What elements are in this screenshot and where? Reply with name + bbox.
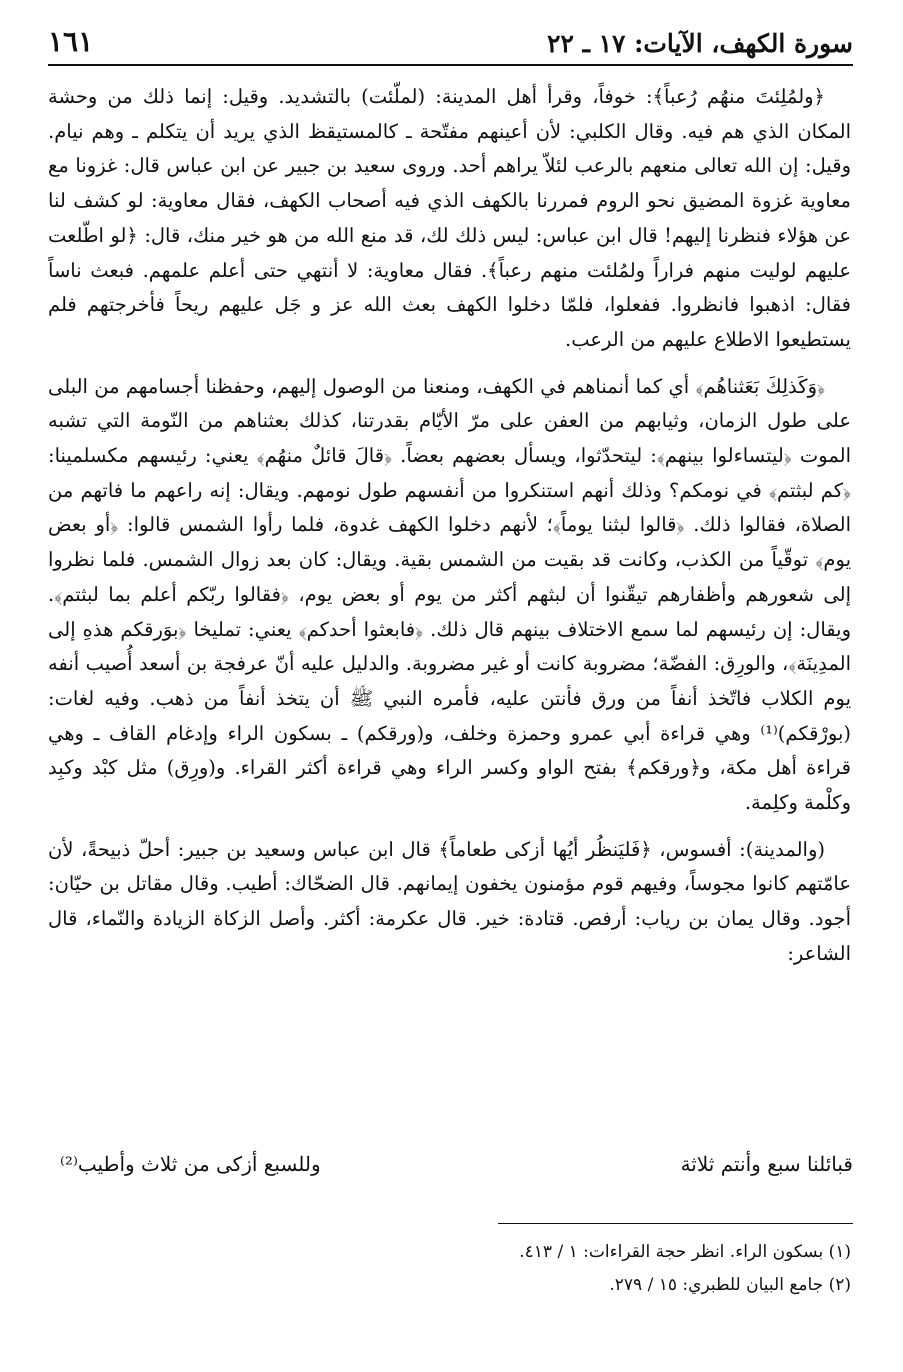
footnote-1: (١) بسكون الراء. انظر حجة القراءات: ١ / ٤١٣.: [519, 1242, 851, 1262]
surah-title: سورة الكهف، الآيات: ١٧ ـ ٢٢: [547, 29, 853, 58]
poem-first-hemistich: قبائلنا سبع وأنتم ثلاثة: [680, 1152, 853, 1176]
page-header: [48, 20, 853, 66]
footnote-divider: [498, 1223, 853, 1224]
poem-second-hemistich: وللسبع أزكى من ثلاث وأطيب⁽²⁾: [60, 1152, 321, 1176]
paragraph-3: (والمدينة): أفسوس، ﴿فَليَنظُر أيُها أزكى طعاماً﴾ قال ابن عباس وسعيد بن جبير: أحلّ ذبيحةً، لأن عامّتهم كانوا مجوساً، وفيهم قوم مؤمنون يخفون إيمانهم. قال الضحّاك: أطيب. وقال مقاتل بن حيّان: أجود. وقال يمان بن رياب: أرفص. قتادة: خير. قال عكرمة: أكثر. وأصل الزكاة الزيادة والنّماء، قال الشاعر:: [48, 837, 851, 965]
footnotes: [48, 1236, 851, 1302]
page-number: ١٦١: [48, 25, 94, 58]
page-body: [48, 80, 851, 972]
paragraph-1: ﴿ولمُلِئتَ منهُم رُعباً﴾: خوفاً، وقرأ أهل المدينة: (لملّئت) بالتشديد. وقيل: إنما ذلك من وحشة المكان الذي هم فيه. وقال الكلبي: لأن أعينهم مفتّحة ـ كالمستيقظ الذي يريد أن يتكلم ـ وهم نيام. وقيل: إن الله تعالى منعهم بالرعب لئلاّ يراهم أحد. وروى سعيد بن جبير عن ابن عباس قال: غزونا مع معاوية غزوة المضيق نحو الروم فمررنا بالكهف الذي فيه أصحاب الكهف، فقال معاوية: لو كشف لنا عن هؤلاء فنظرنا إليهم! قال ابن عباس: ليس ذلك لك، قد منع الله من هو خير منك، قال: ﴿لو اطّلعت عليهم لوليت منهم فراراً ولمُلئت منهم رعباً﴾. فقال معاوية: لا أنتهي حتى أعلم علمهم. فبعث ناساً فقال: اذهبوا فانظروا. ففعلوا، فلمّا دخلوا الكهف بعث الله عز و جَل عليهم ريحاً فأخرجتهم فلم يستطيعوا الاطلاع عليهم من الرعب.: [48, 85, 851, 351]
paragraph-2: ﴿وَكَذلِكَ بَعَثناهُم﴾ أي كما أنمناهم في الكهف، ومنعنا من الوصول إليهم، وحفظنا أجسامهم من البلى على طول الزمان، وثيابهم من العفن على مرّ الأيّام بقدرتنا، كذلك بعثناهم من النّومة التي تشبه الموت ﴿ليتساءلوا بينهم﴾: ليتحدّثوا، ويسأل بعضهم بعضاً. ﴿قالَ قائلٌ منهُم﴾ يعني: رئيسهم مكسلمينا: ﴿كم لبثتم﴾ في نومكم؟ وذلك أنهم استنكروا من أنفسهم طول نومهم. ويقال: إنه راعهم ما فاتهم من الصلاة، فقالوا ذلك. ﴿قالوا لبثنا يوماً﴾؛ لأنهم دخلوا الكهف غدوة، فلما رأوا الشمس قالوا: ﴿أو بعض يوم﴾ توقّياً من الكذب، وكانت قد بقيت من الشمس بقية. ويقال: كان بعد زوال الشمس. فلما نظروا إلى شعورهم وأظفارهم تيقّنوا أن لبثهم أكثر من يوم أو بعض يوم، ﴿فقالوا ربّكم أعلم بما لبثتم﴾. ويقال: إن رئيسهم لما سمع الاختلاف بينهم قال ذلك. ﴿فابعثوا أحدكم﴾ يعني: تمليخا ﴿بوَرقكم هذهِ إلى المدِينَة﴾، والورِق: الفضّة؛ مضروبة كانت أو غير مضروبة. والدليل عليه أنّ عرفجة بن أسعد أُصيب أنفه يوم الكلاب فاتّخذ أنفاً من ورق فأنتن عليه، فأمره النبي ﷺ أن يتخذ أنفاً من ذهب. وفيه لغات: (بورْقكم)⁽¹⁾ وهي قراءة أبي عمرو وحمزة وخلف، و(ورقكم) ـ بسكون الراء وإدغام القاف ـ وهي قراءة أهل مكة، و﴿ورقكم﴾ بفتح الواو وكسر الراء وهي قراءة أكثر القراء. و(ورِق) مثل كبْد وكبِد وكلْمة وكلِمة.: [48, 374, 851, 815]
footnote-2: (٢) جامع البيان للطبري: ١٥ / ٢٧٩.: [609, 1275, 851, 1295]
poem-verse: [60, 1152, 853, 1192]
